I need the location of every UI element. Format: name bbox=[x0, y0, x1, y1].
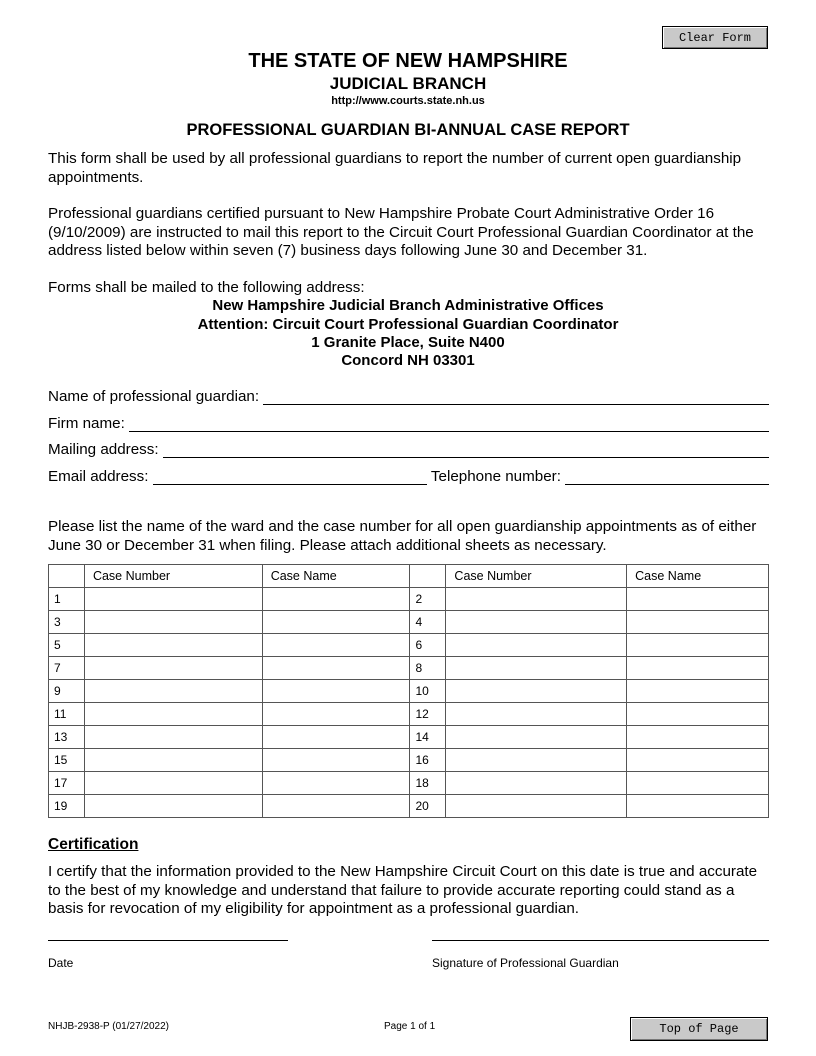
date-line[interactable] bbox=[48, 940, 288, 941]
row-number-right: 12 bbox=[410, 703, 446, 726]
intro-paragraph-2: Professional guardians certified pursuant to New Hampshire Probate Court Administrative Order 16 (9/10/2009) are instructed to mail this report to the Circuit Court Professional Guardian Coordinator at the address listed below within seven (7) business days following June 30 and December 31. bbox=[48, 205, 754, 259]
case-number-cell[interactable] bbox=[84, 726, 262, 749]
table-row bbox=[49, 703, 769, 726]
case-name-cell[interactable] bbox=[627, 680, 769, 703]
row-number-left: 1 bbox=[49, 588, 85, 611]
clear-form-button[interactable]: Clear Form bbox=[662, 26, 768, 49]
guardian-name-field[interactable] bbox=[263, 387, 769, 405]
table-row bbox=[49, 680, 769, 703]
mailing-address-label: Mailing address: bbox=[48, 441, 159, 458]
table-row bbox=[49, 611, 769, 634]
row-number-right: 4 bbox=[410, 611, 446, 634]
table-row bbox=[49, 726, 769, 749]
case-name-cell[interactable] bbox=[262, 611, 410, 634]
table-row bbox=[49, 749, 769, 772]
case-number-cell[interactable] bbox=[84, 634, 262, 657]
case-number-cell[interactable] bbox=[84, 795, 262, 818]
address-line-2: Attention: Circuit Court Professional Guardian Coordinator bbox=[197, 316, 619, 333]
case-name-cell[interactable] bbox=[627, 657, 769, 680]
certification-title: Certification bbox=[48, 836, 139, 853]
header-case-name-right: Case Name bbox=[627, 565, 769, 588]
row-number-right: 8 bbox=[410, 657, 446, 680]
mailing-address-field[interactable] bbox=[163, 440, 769, 458]
case-number-cell[interactable] bbox=[84, 772, 262, 795]
case-number-cell[interactable] bbox=[446, 588, 627, 611]
case-number-cell[interactable] bbox=[446, 611, 627, 634]
case-name-cell[interactable] bbox=[627, 772, 769, 795]
row-number-right: 20 bbox=[410, 795, 446, 818]
mailing-address-row bbox=[48, 438, 769, 458]
header-blank bbox=[49, 565, 85, 588]
case-name-cell[interactable] bbox=[262, 680, 410, 703]
case-number-cell[interactable] bbox=[446, 749, 627, 772]
table-row bbox=[49, 795, 769, 818]
case-number-cell[interactable] bbox=[84, 680, 262, 703]
page-number: Page 1 of 1 bbox=[384, 1021, 436, 1032]
case-name-cell[interactable] bbox=[262, 772, 410, 795]
row-number-left: 9 bbox=[49, 680, 85, 703]
case-name-cell[interactable] bbox=[262, 703, 410, 726]
row-number-right: 10 bbox=[410, 680, 446, 703]
header-blank bbox=[410, 565, 446, 588]
date-label: Date bbox=[48, 956, 74, 970]
case-number-cell[interactable] bbox=[446, 657, 627, 680]
case-table bbox=[48, 564, 769, 818]
state-heading: THE STATE OF NEW HAMPSHIRE bbox=[248, 50, 568, 72]
row-number-left: 11 bbox=[49, 703, 85, 726]
case-number-cell[interactable] bbox=[84, 611, 262, 634]
contact-row bbox=[48, 465, 769, 485]
address-line-1: New Hampshire Judicial Branch Administrative Offices bbox=[212, 297, 604, 314]
email-label: Email address: bbox=[48, 468, 149, 485]
row-number-left: 17 bbox=[49, 772, 85, 795]
header-case-name-left: Case Name bbox=[262, 565, 410, 588]
case-number-cell[interactable] bbox=[84, 703, 262, 726]
row-number-left: 7 bbox=[49, 657, 85, 680]
table-row bbox=[49, 772, 769, 795]
case-name-cell[interactable] bbox=[627, 611, 769, 634]
firm-name-label: Firm name: bbox=[48, 415, 125, 432]
table-row bbox=[49, 634, 769, 657]
case-name-cell[interactable] bbox=[627, 795, 769, 818]
guardian-name-row bbox=[48, 385, 769, 405]
table-header-row bbox=[49, 565, 769, 588]
case-name-cell[interactable] bbox=[262, 588, 410, 611]
case-name-cell[interactable] bbox=[627, 634, 769, 657]
row-number-right: 18 bbox=[410, 772, 446, 795]
case-number-cell[interactable] bbox=[446, 634, 627, 657]
case-name-cell[interactable] bbox=[262, 657, 410, 680]
case-number-cell[interactable] bbox=[446, 680, 627, 703]
case-number-cell[interactable] bbox=[446, 703, 627, 726]
case-number-cell[interactable] bbox=[446, 772, 627, 795]
header-case-number-right: Case Number bbox=[446, 565, 627, 588]
row-number-left: 5 bbox=[49, 634, 85, 657]
row-number-left: 13 bbox=[49, 726, 85, 749]
firm-name-field[interactable] bbox=[129, 414, 769, 432]
address-line-4: Concord NH 03301 bbox=[341, 352, 475, 369]
mailing-instruction: Forms shall be mailed to the following address: bbox=[48, 279, 365, 296]
case-name-cell[interactable] bbox=[262, 634, 410, 657]
case-name-cell[interactable] bbox=[627, 749, 769, 772]
table-row bbox=[49, 588, 769, 611]
address-line-3: 1 Granite Place, Suite N400 bbox=[311, 334, 505, 351]
row-number-left: 15 bbox=[49, 749, 85, 772]
case-number-cell[interactable] bbox=[446, 795, 627, 818]
form-id: NHJB-2938-P (01/27/2022) bbox=[48, 1021, 169, 1032]
header-case-number-left: Case Number bbox=[84, 565, 262, 588]
firm-name-row bbox=[48, 412, 769, 432]
case-number-cell[interactable] bbox=[84, 588, 262, 611]
courts-url: http://www.courts.state.nh.us bbox=[331, 95, 485, 107]
form-title: PROFESSIONAL GUARDIAN BI-ANNUAL CASE REPORT bbox=[186, 121, 630, 139]
signature-label: Signature of Professional Guardian bbox=[432, 956, 619, 970]
list-instructions: Please list the name of the ward and the case number for all open guardianship appointments as of either June 30 or December 31 when filing. Please attach additional sheets as necessary. bbox=[48, 518, 757, 554]
intro-paragraph-1: This form shall be used by all professional guardians to report the number of current open guardianship appointments. bbox=[48, 150, 742, 186]
row-number-right: 16 bbox=[410, 749, 446, 772]
certification-text: I certify that the information provided to the New Hampshire Circuit Court on this date is true and accurate to the best of my knowledge and understand that failure to provide accurate reporting could stand as a basis for revocation of my eligibility for appointment as a professional guardian. bbox=[48, 863, 758, 917]
row-number-right: 2 bbox=[410, 588, 446, 611]
case-number-cell[interactable] bbox=[446, 726, 627, 749]
signature-line[interactable] bbox=[432, 940, 769, 941]
case-name-cell[interactable] bbox=[262, 795, 410, 818]
row-number-left: 3 bbox=[49, 611, 85, 634]
case-name-cell[interactable] bbox=[627, 588, 769, 611]
case-name-cell[interactable] bbox=[627, 703, 769, 726]
telephone-label: Telephone number: bbox=[430, 468, 561, 485]
row-number-right: 6 bbox=[410, 634, 446, 657]
case-name-cell[interactable] bbox=[627, 726, 769, 749]
case-number-cell[interactable] bbox=[84, 749, 262, 772]
telephone-field[interactable] bbox=[565, 467, 769, 485]
case-number-cell[interactable] bbox=[84, 657, 262, 680]
table-row bbox=[49, 657, 769, 680]
branch-heading: JUDICIAL BRANCH bbox=[329, 74, 487, 93]
row-number-right: 14 bbox=[410, 726, 446, 749]
top-of-page-button[interactable]: Top of Page bbox=[630, 1017, 768, 1041]
case-name-cell[interactable] bbox=[262, 726, 410, 749]
row-number-left: 19 bbox=[49, 795, 85, 818]
case-name-cell[interactable] bbox=[262, 749, 410, 772]
email-field[interactable] bbox=[153, 467, 427, 485]
guardian-name-label: Name of professional guardian: bbox=[48, 388, 260, 405]
